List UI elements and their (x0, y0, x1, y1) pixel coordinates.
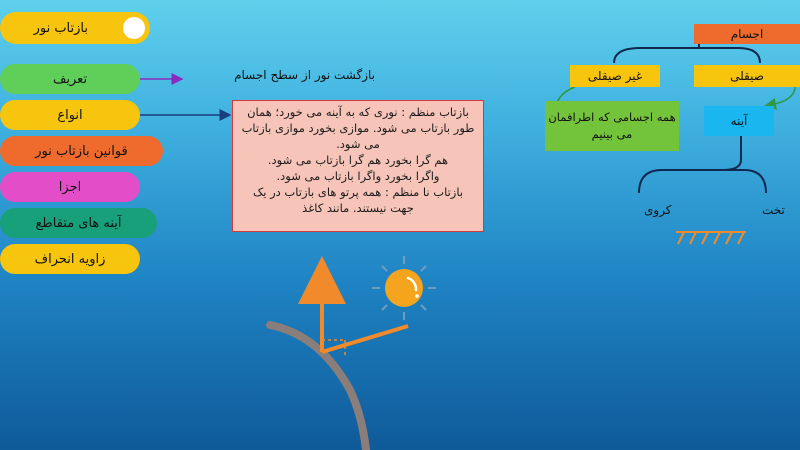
tree-polished-label: صیقلی (730, 69, 764, 83)
title-text: بازتاب نور (33, 20, 88, 36)
tree-root-node[interactable] (694, 24, 800, 44)
menu-item-label: اجزا (58, 179, 82, 195)
tree-root-label: اجسام (730, 27, 764, 41)
unpolished-description-box (545, 101, 679, 151)
menu-item-label: انواع (57, 107, 83, 123)
sun-icon (372, 256, 436, 320)
menu-item-label: قوانین بازتاب نور (35, 143, 128, 159)
menu-item-label: زاویه انحراف (34, 251, 106, 267)
reflected-ray (322, 326, 408, 352)
unpolished-desc-line: می بینیم (591, 127, 633, 141)
tree-leaf-flat: تخت (762, 203, 785, 217)
menu-item-label: تعریف (52, 71, 88, 87)
types-line: جهت نیستند. مانند کاغذ (302, 201, 414, 215)
tree-node-mirror[interactable] (704, 106, 774, 136)
mirror-bracket (639, 170, 766, 193)
mirror-bracket-join (722, 160, 741, 170)
types-line: طور بازتاب می شود. موازی بخورد موازی بازتاب (241, 121, 475, 135)
flat-mirror-hatches (678, 232, 744, 244)
tree-mirror-label: آینه (730, 114, 748, 128)
types-line: واگرا بخورد واگرا بازتاب می شود. (276, 169, 440, 183)
tree-node-polished[interactable] (694, 65, 800, 87)
types-line: می شود. (336, 137, 380, 151)
tree-node-unpolished[interactable] (570, 65, 660, 87)
tree-leaf-spherical: کروی (644, 203, 672, 217)
definition-text: بازگشت نور از سطح اجسام (234, 68, 375, 82)
tree-bracket-top (614, 48, 760, 63)
types-line: هم گرا بخورد هم گرا بازتاب می شود. (267, 153, 449, 167)
types-line: بازتاب منظم : نوری که به آینه می خورد؛ همان (247, 105, 469, 119)
tree-unpolished-label: غیر صیقلی (587, 69, 643, 83)
menu-item-label: آینه های متقاطع (35, 215, 122, 231)
types-line: بازتاب نا منظم : همه پرتو های بازتاب در یک (252, 185, 464, 199)
unpolished-desc-line: همه اجسامی که اطرافمان (548, 110, 676, 124)
